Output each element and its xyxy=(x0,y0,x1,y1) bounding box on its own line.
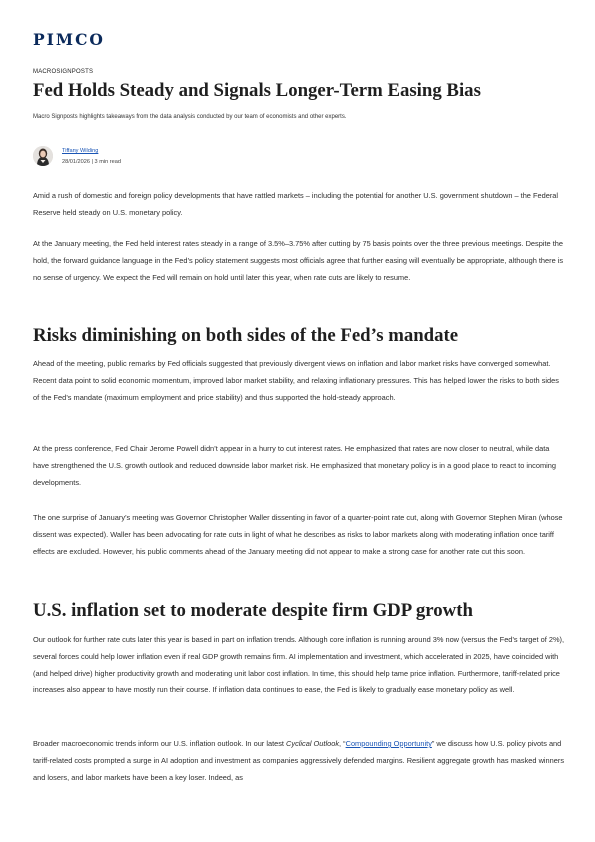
paragraph-5: The one surprise of January’s meeting was Governor Christopher Waller dissenting in favor of a quarter-point rate cut, along with Governor Stephen Miran (whose dissent was expected). Waller has been advocating for rate cuts in light of what he describes as risks to labor markets along with moderating inflation once tariff effects are excluded. However, his public comments ahead of the January meeting did not appear to make a strong case for another rate cut this soon. xyxy=(33,513,563,556)
article-title: Fed Holds Steady and Signals Longer-Term Easing Bias xyxy=(33,80,481,101)
author-avatar xyxy=(33,146,53,166)
paragraph-4: At the press conference, Fed Chair Jerome Powell didn’t appear in a hurry to cut interest rates. He emphasized that rates are now closer to neutral, while data have strengthened the U.S. growth outlook and reduced downside labor market risk. He emphasized that monetary policy is in a good place to react to incoming developments. xyxy=(33,444,556,487)
paragraph-7-part-a: Broader macroeconomic trends inform our U.S. inflation outlook. In our latest xyxy=(33,739,287,748)
paragraph-2: At the January meeting, the Fed held interest rates steady in a range of 3.5%–3.75% after cutting by 75 basis points over the three previous meetings. Despite the hold, the forward guidance language in the Fed’s policy statement suggests most officials agree that further easing will eventually be appropriate, although there is no sense of urgency. We expect the Fed will remain on hold until later this year, when rate cuts are likely to resume. xyxy=(33,239,564,282)
article-subtitle: Macro Signposts highlights takeaways from the data analysis conducted by our team of economists and other experts. xyxy=(33,114,347,120)
section-heading-risks: Risks diminishing on both sides of the Fed’s mandate xyxy=(33,325,459,346)
article-kicker: MACROSIGNPOSTS xyxy=(33,69,94,75)
paragraph-7-part-c: ” we discuss how U.S. policy pivots and tariff-related costs prompted a surge in AI adoption and investment as companies aggressively defended margins. Resilient aggregate growth has masked winners and losers, and labor markets have been a key loser. Indeed, as xyxy=(33,739,565,782)
author-photo-icon xyxy=(33,146,53,166)
compounding-opportunity-link[interactable]: Compounding Opportunity xyxy=(345,739,432,748)
paragraph-7 xyxy=(33,736,565,786)
cyclical-outlook-title: Cyclical Outlook xyxy=(286,739,340,748)
paragraph-7-part-b: , “ xyxy=(339,739,346,748)
section-heading-inflation: U.S. inflation set to moderate despite firm GDP growth xyxy=(33,600,473,621)
paragraph-3: Ahead of the meeting, public remarks by Fed officials suggested that previously divergent views on inflation and labor market risks have converged somewhat. Recent data point to solid economic momentum, improved labor market stability, and relaxing inflationary pressures. This has helped lower the risks to both sides of the Fed’s mandate (maximum employment and price stability) and thus supported the hold-steady approach. xyxy=(33,359,559,402)
paragraph-6: Our outlook for further rate cuts later this year is based in part on inflation trends. Although core inflation is running around 3% now (versus the Fed’s target of 2%), several forces could help lower inflation even if real GDP growth remains firm. AI implementation and investment, which accelerated in 2025, have coincided with (and helped drive) higher productivity growth and moderating unit labor cost inflation. In time, this should help tame price inflation. Furthermore, tariff-related price increases also appear to have mostly run their course. If inflation data continues to ease, the Fed is likely to gradually ease monetary policy as well. xyxy=(33,635,565,695)
paragraph-1: Amid a rush of domestic and foreign policy developments that have rattled markets – including the potential for another U.S. government shutdown – the Federal Reserve held steady on U.S. monetary policy. xyxy=(33,191,559,217)
author-name-link[interactable]: Tiffany Wilding xyxy=(62,148,99,154)
article-date-readtime: 28/01/2026 | 3 min read xyxy=(62,159,121,165)
pimco-logo[interactable]: PIMCO xyxy=(33,30,105,49)
